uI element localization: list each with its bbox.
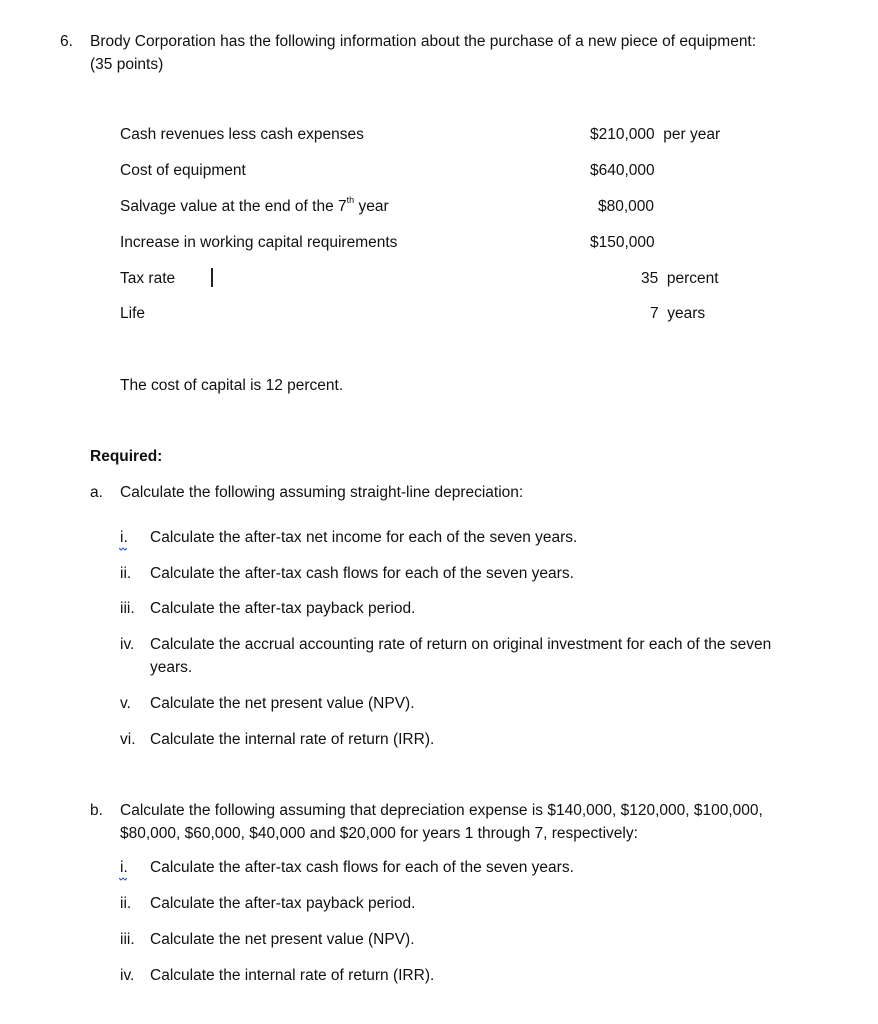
marker-i: i. bbox=[120, 859, 128, 876]
info-label-cost-of-equipment: Cost of equipment bbox=[120, 162, 246, 179]
info-label-working-capital: Increase in working capital requirements bbox=[120, 234, 398, 251]
salvage-label-post: year bbox=[354, 198, 389, 215]
info-label-tax-rate: Tax rate bbox=[120, 270, 176, 287]
part-a-marker: a. bbox=[90, 484, 103, 501]
part-b-marker: b. bbox=[90, 802, 103, 819]
question-text-line1: Brody Corporation has the following information about the purchase of a new piece of equipment: bbox=[90, 33, 757, 50]
salvage-label-pre: Salvage value at the end of the 7 bbox=[120, 198, 347, 215]
part-b-item-i-text: Calculate the after-tax cash flows for each of the seven years. bbox=[150, 859, 574, 876]
info-value-working-capital: $150,000 bbox=[590, 234, 655, 251]
part-a-item-iii-text: Calculate the after-tax payback period. bbox=[150, 600, 416, 617]
cost-of-capital-text: The cost of capital is 12 percent. bbox=[120, 377, 344, 394]
info-value-cash-revenues: $210,000 per year bbox=[590, 126, 721, 143]
part-a-item-i-marker bbox=[120, 529, 128, 547]
part-b-item-ii-marker: ii. bbox=[120, 895, 132, 912]
part-b-item-iii-marker: iii. bbox=[120, 931, 135, 948]
part-a-item-iii-marker: iii. bbox=[120, 600, 135, 617]
part-b-text-line2: $80,000, $60,000, $40,000 and $20,000 for years 1 through 7, respectively: bbox=[120, 825, 638, 842]
text-cursor bbox=[211, 268, 213, 287]
info-label-cash-revenues: Cash revenues less cash expenses bbox=[120, 126, 364, 143]
question-number: 6. bbox=[60, 33, 73, 50]
part-b-item-iii-text: Calculate the net present value (NPV). bbox=[150, 931, 415, 948]
part-a-item-v-marker: v. bbox=[120, 695, 131, 712]
part-a-text: Calculate the following assuming straight-line depreciation: bbox=[120, 484, 524, 501]
part-a-item-i-text: Calculate the after-tax net income for each of the seven years. bbox=[150, 529, 578, 546]
part-a-item-iv-text-line1: Calculate the accrual accounting rate of return on original investment for each of the seven bbox=[150, 636, 772, 653]
part-a-item-ii-text: Calculate the after-tax cash flows for each of the seven years. bbox=[150, 565, 574, 582]
salvage-label-sup: th bbox=[346, 195, 355, 205]
part-b-text-line1: Calculate the following assuming that depreciation expense is $140,000, $120,000, $100,000, bbox=[120, 802, 763, 819]
part-b-item-i-marker bbox=[120, 859, 128, 877]
spellcheck-squiggle-icon bbox=[119, 547, 127, 551]
part-b-item-iv-marker: iv. bbox=[120, 967, 135, 984]
info-value-salvage-value: $80,000 bbox=[598, 198, 655, 215]
info-value-cost-of-equipment: $640,000 bbox=[590, 162, 655, 179]
part-a-item-iv-text-line2: years. bbox=[150, 659, 193, 676]
marker-i: i. bbox=[120, 529, 128, 546]
part-a-item-vi-text: Calculate the internal rate of return (IRR). bbox=[150, 731, 435, 748]
info-value-tax-rate: 35 percent bbox=[641, 270, 719, 287]
spellcheck-squiggle-icon bbox=[119, 877, 127, 881]
question-points: (35 points) bbox=[90, 56, 164, 73]
part-b-item-ii-text: Calculate the after-tax payback period. bbox=[150, 895, 416, 912]
info-label-life: Life bbox=[120, 305, 145, 322]
part-a-item-vi-marker: vi. bbox=[120, 731, 136, 748]
part-b-item-iv-text: Calculate the internal rate of return (IRR). bbox=[150, 967, 435, 984]
info-label-salvage-value bbox=[120, 195, 389, 216]
part-a-item-v-text: Calculate the net present value (NPV). bbox=[150, 695, 415, 712]
info-value-life: 7 years bbox=[650, 305, 706, 322]
part-a-item-iv-marker: iv. bbox=[120, 636, 135, 653]
part-a-item-ii-marker: ii. bbox=[120, 565, 132, 582]
required-heading: Required: bbox=[90, 448, 163, 465]
